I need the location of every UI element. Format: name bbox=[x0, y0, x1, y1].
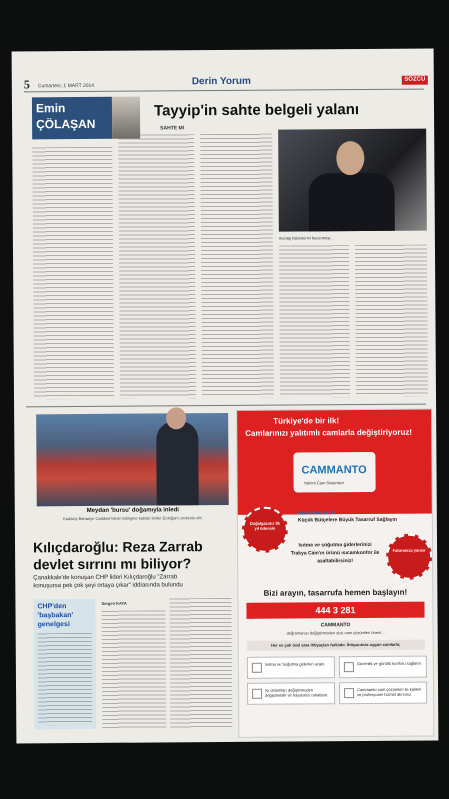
ad-option-1 bbox=[247, 656, 335, 679]
page-header bbox=[12, 49, 434, 92]
article-text-column-2 bbox=[118, 134, 196, 399]
rally-speaker-face bbox=[166, 407, 186, 429]
section-title: Derin Yorum bbox=[191, 75, 251, 88]
page-number: 5 bbox=[23, 77, 30, 92]
ad-company: CAMMANTO bbox=[320, 622, 351, 629]
rally-photo-title: Meydan 'bursu' doğamıyla inledi bbox=[86, 507, 179, 514]
option-checkbox-icon bbox=[252, 689, 262, 699]
article-text-column-3 bbox=[200, 134, 274, 398]
ad-brand-subtitle: Yalıtım Cam Sistemleri bbox=[303, 480, 345, 486]
ad-call-to-action: Bizi arayın, tasarrufa hemen başlayın! bbox=[263, 587, 408, 598]
rally-photo bbox=[36, 413, 229, 506]
columnist-last-name: ÇÖLAŞAN bbox=[36, 116, 96, 132]
sidebar-title-line-3: genelgesi bbox=[37, 621, 70, 629]
newspaper-logo: SÖZCÜ bbox=[402, 76, 428, 85]
second-headline-line-1: Kılıçdaroğlu: Reza Zarrab bbox=[32, 538, 203, 556]
second-subhead-line-1: Çanakkale'de konuşan CHP lideri Kılıçdaroğlu "Zarrab bbox=[33, 574, 178, 582]
ad-options-title: Her ev çok özel ama ihtiyaçları farklıdır. İhtiyacınıza uygun camlarla; bbox=[247, 640, 425, 651]
sidebar-title-line-1: CHP'den bbox=[37, 603, 67, 611]
color-registration-dots bbox=[130, 734, 158, 743]
ad-phone-number: 444 3 281 bbox=[246, 602, 424, 619]
section-divider bbox=[26, 404, 426, 408]
ad-option-2-text: Güvenlik ve gürültü konforu sağlanır. bbox=[356, 660, 422, 667]
ad-option-1-text: Isıtma ve Soğutma giderleri azalır. bbox=[264, 661, 326, 667]
ad-option-3 bbox=[247, 682, 335, 705]
ad-badge-right-text: Faturanıza yansır bbox=[392, 547, 426, 553]
rally-speaker-figure bbox=[156, 421, 199, 505]
columnist-first-name: Emin bbox=[35, 101, 66, 116]
ad-konfor-brand: ısıcamkonfor ile bbox=[297, 510, 336, 517]
newspaper-page bbox=[12, 49, 439, 744]
ad-option-4-text: Cammanto cam çözümleri ile kaliteli ve profesyonel hizmet alırsınız. bbox=[357, 686, 421, 698]
ad-title-line-1: Türkiye'de bir ilk! bbox=[273, 416, 340, 426]
option-checkbox-icon bbox=[344, 662, 354, 672]
photo-figure-body bbox=[308, 173, 394, 232]
second-subhead-line-2: konuşursa pek çok şeyi ortaya çıkar" iddiasında bulundu bbox=[33, 582, 183, 590]
ad-question-line-1: Isıtma ve soğutma giderlerinizi bbox=[298, 541, 372, 549]
option-checkbox-icon bbox=[252, 663, 262, 673]
ad-option-4 bbox=[339, 682, 427, 705]
sidebar-title-line-2: 'başbakan' bbox=[37, 612, 74, 620]
ad-option-2 bbox=[339, 656, 427, 679]
second-author: Sergen KAYA bbox=[101, 600, 127, 606]
sidebar-text bbox=[38, 633, 93, 725]
header-rule bbox=[24, 89, 424, 93]
ad-brand-name: CAMMANTO bbox=[301, 464, 367, 477]
ad-badge-right bbox=[386, 534, 432, 580]
columnist-photo bbox=[112, 97, 140, 139]
main-photo-caption: montaj haberlerini becermeyi... bbox=[278, 235, 334, 241]
article-text-column-5 bbox=[355, 245, 428, 397]
option-checkbox-icon bbox=[344, 688, 354, 698]
page-date: Cumartesi, 1 MART 2014 bbox=[37, 82, 95, 90]
second-text-column-1 bbox=[101, 610, 166, 728]
erdogan-photo bbox=[278, 129, 427, 232]
ad-title-line-2: Camlarınızı yalıtımlı camlarla değiştiriyoruz! bbox=[245, 427, 413, 438]
ad-company-note: doğramanızı değiştirmeden size cam çözümleri önerir... bbox=[286, 629, 385, 636]
second-headline-line-2: devlet sırrını mı biliyor? bbox=[33, 555, 192, 573]
article-text-column-1 bbox=[32, 147, 114, 400]
rally-photo-caption: Kadıköy Bahariye Caddesi'ndeki mitingine katılan binler Erdoğan'ı protesto etti. bbox=[63, 515, 203, 522]
article-text-column-4 bbox=[279, 245, 350, 397]
photo-figure-face bbox=[336, 141, 364, 175]
cammanto-advertisement bbox=[236, 409, 434, 738]
ad-question-line-2: Trakya Cam'ın ürünü ısıcamkonfor ile bbox=[290, 549, 380, 557]
main-headline: Tayyip'in sahte belgeli yalanı bbox=[153, 101, 360, 120]
ad-campaign: Küçük Bütçelere Büyük Tasarruf Sağlayın bbox=[297, 516, 397, 524]
second-text-column-2 bbox=[169, 598, 232, 728]
ad-badge-left-text: Doğalgazınız ilk yıl ödensin bbox=[249, 520, 280, 531]
ad-question-line-3: azaltabilirsiniz! bbox=[317, 558, 354, 565]
main-byline: SAHTE MI bbox=[160, 125, 185, 132]
ad-option-3-text: Isı dolumları değiştirmeden değiştirebilir ve hayatınızı rahatlatır. bbox=[265, 687, 329, 698]
